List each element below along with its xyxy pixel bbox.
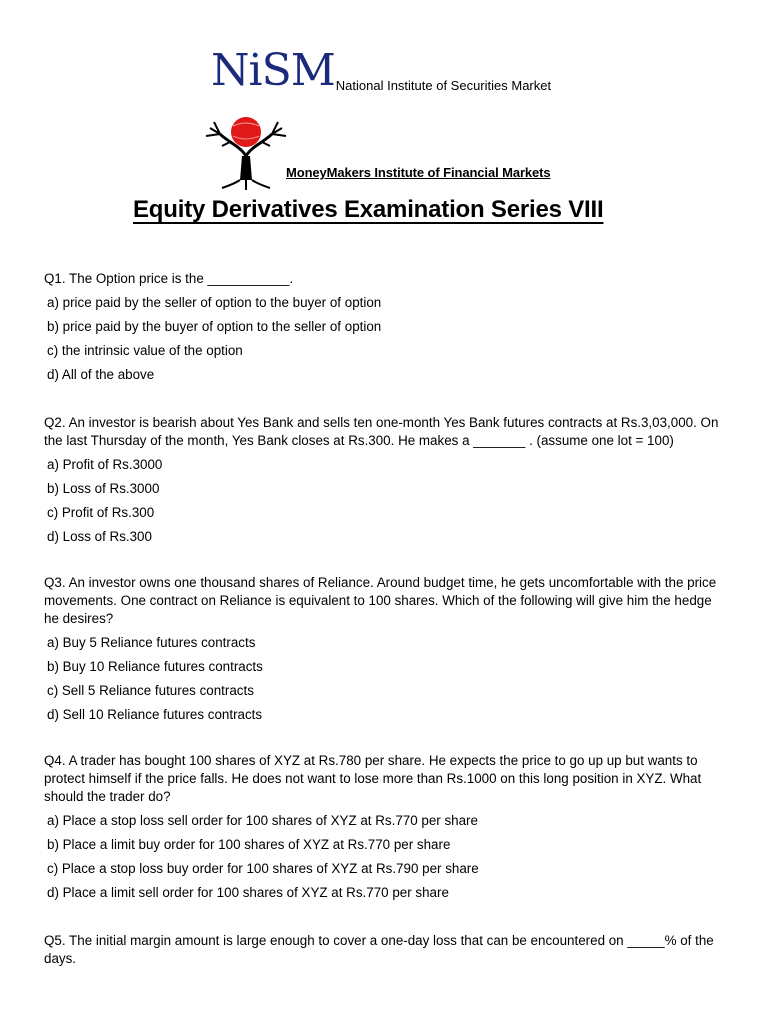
question-stem: Q4. A trader has bought 100 shares of XYZ at Rs.780 per share. He expects the price to go up up but wants to protect himself if the price falls. He does not want to lose more than Rs.1000 on this long position in XYZ. What should the trader do?: [44, 753, 702, 804]
nism-full-name: National Institute of Securities Market: [335, 78, 552, 93]
question-5: [44, 932, 724, 968]
answer-option: a) price paid by the seller of option to the buyer of option: [47, 295, 382, 310]
question-stem: Q1. The Option price is the ___________.: [44, 271, 294, 286]
answer-option: b) Buy 10 Reliance futures contracts: [47, 659, 263, 674]
answer-option: d) Loss of Rs.300: [47, 529, 152, 544]
answer-option: b) Loss of Rs.3000: [47, 481, 160, 496]
answer-option: b) price paid by the buyer of option to the seller of option: [47, 319, 382, 334]
answer-option: c) Sell 5 Reliance futures contracts: [47, 683, 254, 698]
question-3: [44, 574, 724, 730]
institute-name: MoneyMakers Institute of Financial Markets: [286, 165, 551, 180]
page-title: Equity Derivatives Examination Series VIII: [133, 196, 604, 223]
nism-header: [211, 46, 551, 96]
question-1: [44, 270, 724, 390]
nism-logo: NiSM: [211, 45, 335, 96]
answer-option: a) Place a stop loss sell order for 100 shares of XYZ at Rs.770 per share: [47, 813, 478, 828]
answer-option: a) Profit of Rs.3000: [47, 457, 163, 472]
moneymakers-tree-logo-icon: [200, 112, 292, 194]
answer-option: d) All of the above: [47, 367, 155, 382]
answer-option: c) Place a stop loss buy order for 100 shares of XYZ at Rs.790 per share: [47, 861, 479, 876]
answer-option: c) the intrinsic value of the option: [47, 343, 243, 358]
question-stem: Q5. The initial margin amount is large enough to cover a one-day loss that can be encountered on _____% of the days.: [44, 933, 714, 966]
answer-option: b) Place a limit buy order for 100 shares of XYZ at Rs.770 per share: [47, 837, 451, 852]
answer-option: d) Sell 10 Reliance futures contracts: [47, 707, 263, 722]
question-4: [44, 752, 724, 908]
question-stem: Q2. An investor is bearish about Yes Bank and sells ten one-month Yes Bank futures contracts at Rs.3,03,000. On the last Thursday of the month, Yes Bank closes at Rs.300. He makes a _______ . (assume one lot = 100): [44, 415, 719, 448]
question-2: [44, 414, 724, 552]
answer-option: a) Buy 5 Reliance futures contracts: [47, 635, 256, 650]
question-stem: Q3. An investor owns one thousand shares of Reliance. Around budget time, he gets uncomfortable with the price movements. One contract on Reliance is equivalent to 100 shares. Which of the following will give him the hedge he desires?: [44, 575, 717, 626]
answer-option: d) Place a limit sell order for 100 shares of XYZ at Rs.770 per share: [47, 885, 449, 900]
answer-option: c) Profit of Rs.300: [47, 505, 155, 520]
